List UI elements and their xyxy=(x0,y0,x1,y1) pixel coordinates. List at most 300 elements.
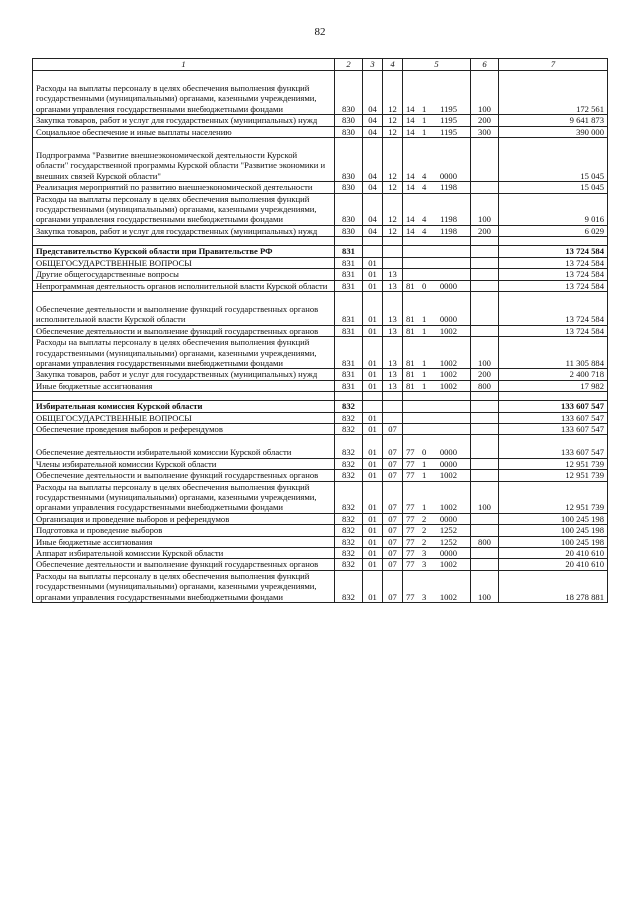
target-article-part: 14 xyxy=(406,214,415,225)
spacer-cell xyxy=(33,237,335,246)
item-name-cell: Подготовка и проведение выборов xyxy=(33,525,335,536)
expense-type-cell xyxy=(471,280,499,291)
subsection-cell: 12 xyxy=(383,193,403,225)
table-row xyxy=(33,423,608,434)
subsection-cell: 12 xyxy=(383,138,403,182)
target-article-cell xyxy=(403,548,471,559)
subsection-cell: 07 xyxy=(383,458,403,469)
expense-type-cell xyxy=(471,412,499,423)
subsection-cell xyxy=(383,412,403,423)
section-cell xyxy=(363,401,383,412)
header-cell-5: 5 xyxy=(403,59,471,71)
target-article-part: 77 xyxy=(406,525,415,536)
grbs-cell: 830 xyxy=(335,71,363,115)
table-row xyxy=(33,280,608,291)
target-article-part: 81 xyxy=(406,280,415,291)
item-name-cell: Представительство Курской области при Правительстве РФ xyxy=(33,246,335,257)
table-row xyxy=(33,138,608,182)
expense-type-cell xyxy=(471,470,499,481)
table-row xyxy=(33,559,608,570)
target-article-part: 1195 xyxy=(440,126,457,137)
section-cell: 01 xyxy=(363,513,383,524)
section-cell: 01 xyxy=(363,257,383,268)
grbs-cell: 832 xyxy=(335,525,363,536)
target-article-part: 1002 xyxy=(439,357,457,368)
expense-type-cell: 800 xyxy=(471,536,499,547)
table-row xyxy=(33,225,608,236)
table-row xyxy=(33,458,608,469)
section-cell: 04 xyxy=(363,225,383,236)
amount-cell: 100 245 198 xyxy=(499,525,608,536)
section-cell: 04 xyxy=(363,138,383,182)
amount-cell: 172 561 xyxy=(499,71,608,115)
target-article-cell xyxy=(403,525,471,536)
table-row xyxy=(33,525,608,536)
item-name-cell: Обеспечение деятельности и выполнение функций государственных органов xyxy=(33,325,335,336)
target-article-part: 0000 xyxy=(439,447,457,458)
section-cell: 04 xyxy=(363,126,383,137)
table-row xyxy=(33,246,608,257)
subsection-cell: 12 xyxy=(383,126,403,137)
grbs-cell: 832 xyxy=(335,435,363,458)
table-row xyxy=(33,71,608,115)
table-row xyxy=(33,257,608,268)
target-article-part: 0000 xyxy=(439,280,457,291)
target-article-cell xyxy=(403,246,471,257)
subsection-cell: 12 xyxy=(383,71,403,115)
item-name-cell: Непрограммная деятельность органов исполнительной власти Курской области xyxy=(33,280,335,291)
grbs-cell: 832 xyxy=(335,458,363,469)
amount-cell: 12 951 739 xyxy=(499,470,608,481)
target-article-part: 4 xyxy=(422,182,427,193)
amount-cell: 15 045 xyxy=(499,138,608,182)
expense-type-cell xyxy=(471,182,499,193)
target-article-cell xyxy=(403,280,471,291)
item-name-cell: Подпрограмма "Развитие внешнеэкономической деятельности Курской области" государственной программы Курской области "Развитие экономики и внешних связей Курской области" xyxy=(33,138,335,182)
grbs-cell: 830 xyxy=(335,115,363,126)
amount-cell: 100 245 198 xyxy=(499,536,608,547)
target-article-part: 0000 xyxy=(439,170,457,181)
item-name-cell: Аппарат избирательной комиссии Курской области xyxy=(33,548,335,559)
expense-type-cell xyxy=(471,257,499,268)
expense-type-cell: 100 xyxy=(471,193,499,225)
item-name-cell: Реализация мероприятий по развитию внешнеэкономической деятельности xyxy=(33,182,335,193)
target-article-part: 2 xyxy=(422,513,427,524)
target-article-part: 1 xyxy=(422,314,427,325)
amount-cell: 390 000 xyxy=(499,126,608,137)
target-article-part: 0000 xyxy=(439,513,457,524)
spacer-cell xyxy=(33,392,335,401)
target-article-part: 14 xyxy=(406,182,415,193)
item-name-cell: Избирательная комиссия Курской области xyxy=(33,401,335,412)
target-article-part: 1002 xyxy=(439,369,457,380)
item-name-cell: Обеспечение деятельности и выполнение функций государственных органов xyxy=(33,470,335,481)
target-article-part: 77 xyxy=(406,470,415,481)
expense-type-cell: 100 xyxy=(471,570,499,602)
table-row xyxy=(33,337,608,369)
target-article-part: 0 xyxy=(422,280,427,291)
grbs-cell: 830 xyxy=(335,225,363,236)
target-article-part: 1198 xyxy=(440,214,457,225)
item-name-cell: Социальное обеспечение и иные выплаты населению xyxy=(33,126,335,137)
item-name-cell: Обеспечение деятельности избирательной комиссии Курской области xyxy=(33,435,335,458)
target-article-part: 4 xyxy=(422,214,427,225)
target-article-cell xyxy=(403,559,471,570)
amount-cell: 133 607 547 xyxy=(499,423,608,434)
target-article-cell xyxy=(403,115,471,126)
table-row xyxy=(33,325,608,336)
subsection-cell: 13 xyxy=(383,380,403,391)
spacer-cell xyxy=(403,237,471,246)
subsection-cell: 13 xyxy=(383,280,403,291)
section-cell xyxy=(363,246,383,257)
table-row xyxy=(33,193,608,225)
section-cell: 01 xyxy=(363,525,383,536)
target-article-cell xyxy=(403,193,471,225)
item-name-cell: Другие общегосударственные вопросы xyxy=(33,269,335,280)
target-article-part: 77 xyxy=(406,502,415,513)
spacer-row xyxy=(33,237,608,246)
amount-cell: 100 245 198 xyxy=(499,513,608,524)
table-row xyxy=(33,570,608,602)
target-article-part: 81 xyxy=(406,380,415,391)
table-row xyxy=(33,401,608,412)
subsection-cell: 13 xyxy=(383,325,403,336)
target-article-part: 1 xyxy=(422,458,427,469)
target-article-part: 3 xyxy=(422,559,427,570)
section-cell: 01 xyxy=(363,470,383,481)
table-row xyxy=(33,291,608,325)
item-name-cell: Закупка товаров, работ и услуг для государственных (муниципальных) нужд xyxy=(33,225,335,236)
target-article-part: 14 xyxy=(406,225,415,236)
target-article-cell xyxy=(403,225,471,236)
spacer-cell xyxy=(335,392,363,401)
target-article-part: 1252 xyxy=(439,536,457,547)
amount-cell: 13 724 584 xyxy=(499,269,608,280)
spacer-cell xyxy=(335,237,363,246)
target-article-part: 1195 xyxy=(440,115,457,126)
target-article-cell xyxy=(403,513,471,524)
section-cell: 01 xyxy=(363,423,383,434)
spacer-cell xyxy=(499,392,608,401)
target-article-part: 1002 xyxy=(439,325,457,336)
target-article-part: 1002 xyxy=(439,380,457,391)
expense-type-cell xyxy=(471,525,499,536)
target-article-part: 77 xyxy=(406,513,415,524)
section-cell: 01 xyxy=(363,369,383,380)
grbs-cell: 831 xyxy=(335,369,363,380)
expense-type-cell xyxy=(471,458,499,469)
target-article-part: 1002 xyxy=(439,470,457,481)
amount-cell: 133 607 547 xyxy=(499,401,608,412)
target-article-part: 1 xyxy=(422,369,427,380)
target-article-part: 4 xyxy=(422,225,427,236)
subsection-cell: 07 xyxy=(383,548,403,559)
section-cell: 01 xyxy=(363,559,383,570)
spacer-cell xyxy=(471,392,499,401)
grbs-cell: 831 xyxy=(335,291,363,325)
amount-cell: 11 305 884 xyxy=(499,337,608,369)
amount-cell: 133 607 547 xyxy=(499,435,608,458)
target-article-cell xyxy=(403,401,471,412)
amount-cell: 12 951 739 xyxy=(499,458,608,469)
item-name-cell: Расходы на выплаты персоналу в целях обеспечения выполнения функций государственными (муниципальными) органами, казенными учреждениями, органами управления государственными внебюджетными фондами xyxy=(33,570,335,602)
grbs-cell: 832 xyxy=(335,401,363,412)
target-article-part: 1 xyxy=(422,126,427,137)
amount-cell: 13 724 584 xyxy=(499,291,608,325)
section-cell: 01 xyxy=(363,291,383,325)
grbs-cell: 831 xyxy=(335,337,363,369)
section-cell: 01 xyxy=(363,269,383,280)
table-row xyxy=(33,435,608,458)
grbs-cell: 832 xyxy=(335,481,363,513)
subsection-cell xyxy=(383,401,403,412)
target-article-part: 1 xyxy=(422,380,427,391)
grbs-cell: 831 xyxy=(335,269,363,280)
target-article-cell xyxy=(403,182,471,193)
subsection-cell xyxy=(383,257,403,268)
target-article-part: 0000 xyxy=(439,548,457,559)
expense-type-cell: 800 xyxy=(471,380,499,391)
amount-cell: 20 410 610 xyxy=(499,548,608,559)
subsection-cell: 12 xyxy=(383,182,403,193)
header-cell-2: 2 xyxy=(335,59,363,71)
item-name-cell: Расходы на выплаты персоналу в целях обеспечения выполнения функций государственными (муниципальными) органами, казенными учреждениями, органами управления государственными внебюджетными фондами xyxy=(33,481,335,513)
section-cell: 01 xyxy=(363,536,383,547)
target-article-part: 1195 xyxy=(440,103,457,114)
amount-cell: 12 951 739 xyxy=(499,481,608,513)
table-row xyxy=(33,470,608,481)
target-article-cell xyxy=(403,423,471,434)
section-cell: 01 xyxy=(363,548,383,559)
section-cell: 01 xyxy=(363,458,383,469)
target-article-cell xyxy=(403,458,471,469)
target-article-part: 81 xyxy=(406,369,415,380)
target-article-part: 0000 xyxy=(439,314,457,325)
item-name-cell: Иные бюджетные ассигнования xyxy=(33,536,335,547)
amount-cell: 18 278 881 xyxy=(499,570,608,602)
target-article-part: 14 xyxy=(406,115,415,126)
grbs-cell: 830 xyxy=(335,138,363,182)
target-article-part: 77 xyxy=(406,548,415,559)
target-article-cell xyxy=(403,325,471,336)
table-row xyxy=(33,513,608,524)
header-cell-7: 7 xyxy=(499,59,608,71)
grbs-cell: 832 xyxy=(335,412,363,423)
grbs-cell: 832 xyxy=(335,423,363,434)
spacer-cell xyxy=(383,392,403,401)
expense-type-cell xyxy=(471,401,499,412)
target-article-cell xyxy=(403,369,471,380)
expense-type-cell xyxy=(471,423,499,434)
header-cell-3: 3 xyxy=(363,59,383,71)
grbs-cell: 831 xyxy=(335,380,363,391)
target-article-part: 2 xyxy=(422,525,427,536)
grbs-cell: 832 xyxy=(335,470,363,481)
target-article-part: 1002 xyxy=(439,502,457,513)
amount-cell: 9 641 873 xyxy=(499,115,608,126)
subsection-cell: 07 xyxy=(383,513,403,524)
target-article-cell xyxy=(403,257,471,268)
spacer-cell xyxy=(471,237,499,246)
subsection-cell xyxy=(383,246,403,257)
table-row xyxy=(33,269,608,280)
table-header-row xyxy=(33,59,608,71)
item-name-cell: Члены избирательной комиссии Курской области xyxy=(33,458,335,469)
subsection-cell: 07 xyxy=(383,525,403,536)
section-cell: 01 xyxy=(363,435,383,458)
header-cell-6: 6 xyxy=(471,59,499,71)
target-article-cell xyxy=(403,337,471,369)
target-article-part: 1252 xyxy=(439,525,457,536)
target-article-cell xyxy=(403,380,471,391)
target-article-part: 3 xyxy=(422,591,427,602)
target-article-part: 1002 xyxy=(439,559,457,570)
target-article-part: 14 xyxy=(406,170,415,181)
grbs-cell: 830 xyxy=(335,182,363,193)
item-name-cell: ОБЩЕГОСУДАРСТВЕННЫЕ ВОПРОСЫ xyxy=(33,257,335,268)
subsection-cell: 07 xyxy=(383,435,403,458)
spacer-cell xyxy=(363,237,383,246)
table-row xyxy=(33,182,608,193)
expense-type-cell xyxy=(471,513,499,524)
item-name-cell: Обеспечение деятельности и выполнение функций государственных органов исполнительной власти Курской области xyxy=(33,291,335,325)
section-cell: 04 xyxy=(363,193,383,225)
table-row xyxy=(33,126,608,137)
target-article-cell xyxy=(403,536,471,547)
subsection-cell: 07 xyxy=(383,570,403,602)
grbs-cell: 832 xyxy=(335,570,363,602)
subsection-cell: 13 xyxy=(383,369,403,380)
target-article-cell xyxy=(403,126,471,137)
target-article-part: 3 xyxy=(422,548,427,559)
target-article-cell xyxy=(403,570,471,602)
expense-type-cell xyxy=(471,269,499,280)
amount-cell: 20 410 610 xyxy=(499,559,608,570)
target-article-part: 81 xyxy=(406,314,415,325)
target-article-part: 0 xyxy=(422,447,427,458)
table-row xyxy=(33,369,608,380)
grbs-cell: 832 xyxy=(335,513,363,524)
subsection-cell: 13 xyxy=(383,337,403,369)
amount-cell: 6 029 xyxy=(499,225,608,236)
expense-type-cell: 200 xyxy=(471,225,499,236)
target-article-part: 81 xyxy=(406,357,415,368)
amount-cell: 13 724 584 xyxy=(499,246,608,257)
spacer-cell xyxy=(499,237,608,246)
expense-type-cell: 300 xyxy=(471,126,499,137)
table-row xyxy=(33,536,608,547)
item-name-cell: Организация и проведение выборов и референдумов xyxy=(33,513,335,524)
target-article-part: 14 xyxy=(406,103,415,114)
header-cell-1: 1 xyxy=(33,59,335,71)
target-article-part: 81 xyxy=(406,325,415,336)
target-article-part: 77 xyxy=(406,559,415,570)
section-cell: 01 xyxy=(363,380,383,391)
amount-cell: 17 982 xyxy=(499,380,608,391)
target-article-part: 1198 xyxy=(440,182,457,193)
target-article-part: 1002 xyxy=(439,591,457,602)
grbs-cell: 832 xyxy=(335,559,363,570)
amount-cell: 2 400 718 xyxy=(499,369,608,380)
target-article-part: 77 xyxy=(406,591,415,602)
target-article-cell xyxy=(403,435,471,458)
grbs-cell: 830 xyxy=(335,126,363,137)
expense-type-cell xyxy=(471,325,499,336)
expense-type-cell xyxy=(471,138,499,182)
expense-type-cell xyxy=(471,435,499,458)
subsection-cell: 13 xyxy=(383,269,403,280)
amount-cell: 13 724 584 xyxy=(499,280,608,291)
item-name-cell: Закупка товаров, работ и услуг для государственных (муниципальных) нужд xyxy=(33,369,335,380)
table-row xyxy=(33,481,608,513)
spacer-row xyxy=(33,392,608,401)
target-article-part: 1 xyxy=(422,115,427,126)
expense-type-cell: 100 xyxy=(471,71,499,115)
item-name-cell: Расходы на выплаты персоналу в целях обеспечения выполнения функций государственными (муниципальными) органами, казенными учреждениями, органами управления государственными внебюджетными фондами xyxy=(33,337,335,369)
spacer-cell xyxy=(403,392,471,401)
expense-type-cell: 200 xyxy=(471,369,499,380)
section-cell: 04 xyxy=(363,115,383,126)
header-cell-4: 4 xyxy=(383,59,403,71)
section-cell: 01 xyxy=(363,412,383,423)
section-cell: 01 xyxy=(363,325,383,336)
subsection-cell: 12 xyxy=(383,225,403,236)
grbs-cell: 832 xyxy=(335,536,363,547)
table-row xyxy=(33,380,608,391)
amount-cell: 133 607 547 xyxy=(499,412,608,423)
target-article-cell xyxy=(403,138,471,182)
target-article-part: 1 xyxy=(422,357,427,368)
expense-type-cell xyxy=(471,548,499,559)
amount-cell: 9 016 xyxy=(499,193,608,225)
item-name-cell: Расходы на выплаты персоналу в целях обеспечения выполнения функций государственными (муниципальными) органами, казенными учреждениями, органами управления государственными внебюджетными фондами xyxy=(33,193,335,225)
expense-type-cell: 200 xyxy=(471,115,499,126)
grbs-cell: 832 xyxy=(335,548,363,559)
spacer-cell xyxy=(363,392,383,401)
target-article-part: 77 xyxy=(406,536,415,547)
target-article-part: 1198 xyxy=(440,225,457,236)
grbs-cell: 830 xyxy=(335,193,363,225)
section-cell: 04 xyxy=(363,71,383,115)
section-cell: 01 xyxy=(363,280,383,291)
section-cell: 01 xyxy=(363,337,383,369)
target-article-cell xyxy=(403,71,471,115)
target-article-part: 1 xyxy=(422,325,427,336)
table-row xyxy=(33,548,608,559)
item-name-cell: Обеспечение деятельности и выполнение функций государственных органов xyxy=(33,559,335,570)
expense-type-cell xyxy=(471,246,499,257)
expense-type-cell xyxy=(471,291,499,325)
target-article-part: 1 xyxy=(422,502,427,513)
section-cell: 01 xyxy=(363,570,383,602)
subsection-cell: 07 xyxy=(383,536,403,547)
item-name-cell: Обеспечение проведения выборов и референдумов xyxy=(33,423,335,434)
amount-cell: 15 045 xyxy=(499,182,608,193)
target-article-part: 2 xyxy=(422,536,427,547)
amount-cell: 13 724 584 xyxy=(499,257,608,268)
target-article-part: 77 xyxy=(406,458,415,469)
target-article-part: 0000 xyxy=(439,458,457,469)
subsection-cell: 12 xyxy=(383,115,403,126)
expense-type-cell xyxy=(471,559,499,570)
expense-type-cell: 100 xyxy=(471,481,499,513)
target-article-part: 14 xyxy=(406,126,415,137)
target-article-part: 4 xyxy=(422,170,427,181)
grbs-cell: 831 xyxy=(335,325,363,336)
target-article-cell xyxy=(403,470,471,481)
item-name-cell: ОБЩЕГОСУДАРСТВЕННЫЕ ВОПРОСЫ xyxy=(33,412,335,423)
